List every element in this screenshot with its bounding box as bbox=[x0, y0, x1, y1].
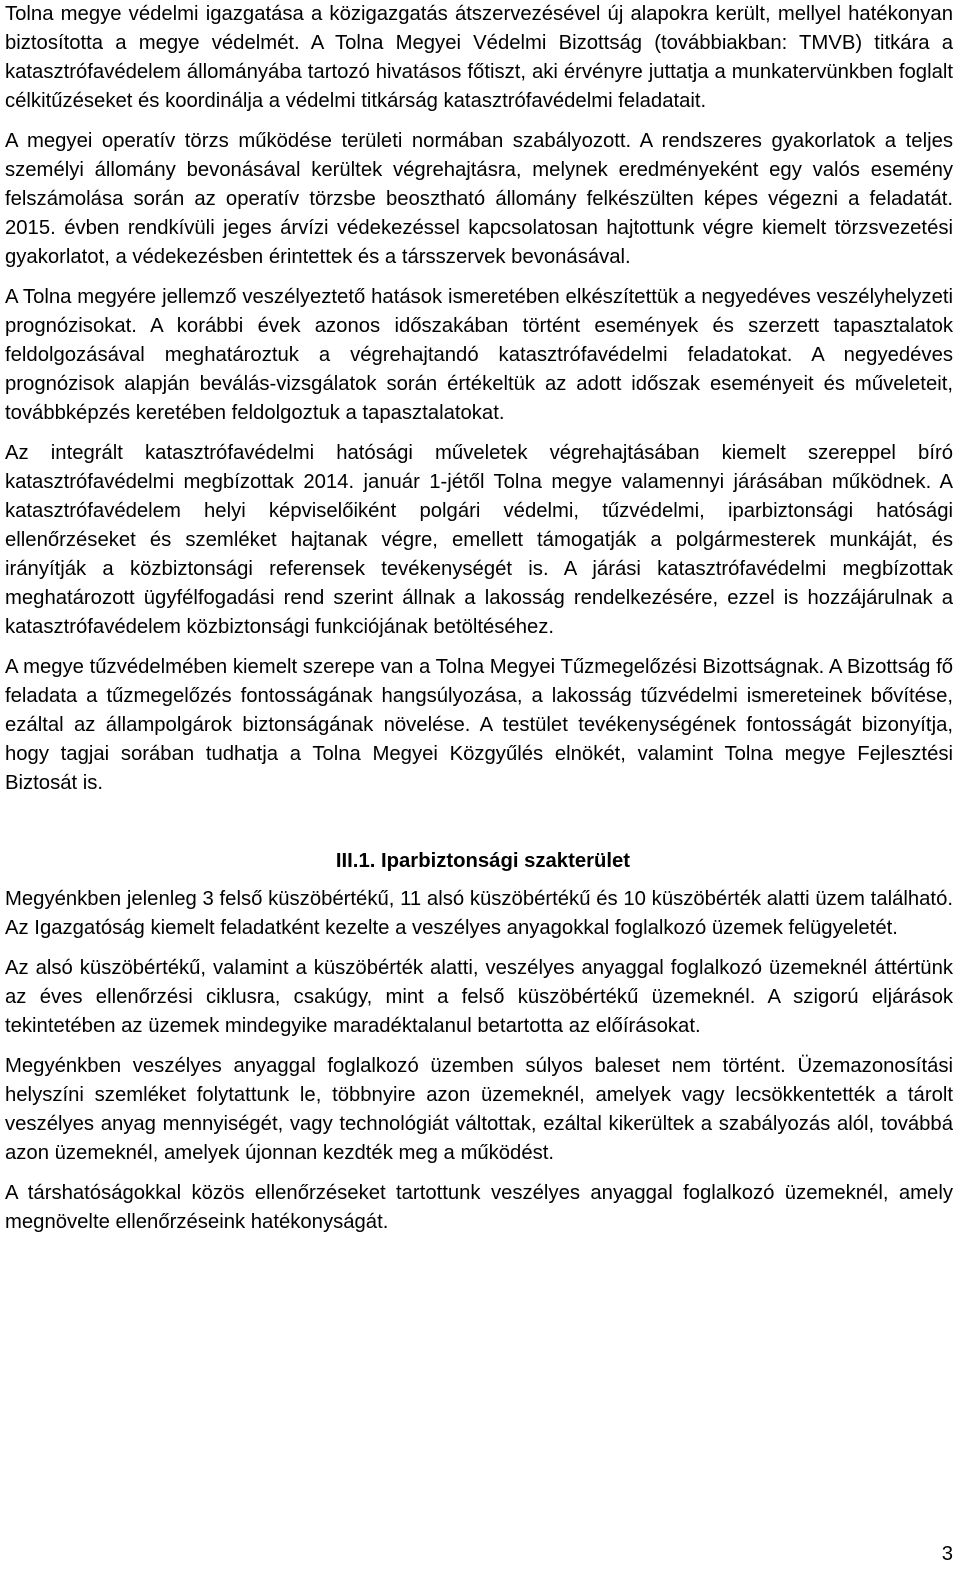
section-paragraph: Megyénkben veszélyes anyaggal foglalkozó üzemben súlyos baleset nem történt. Üzemazonosítási helyszíni szemléket folytattunk le, többnyire azon üzemeknél, amelyek vagy lecsökkentették a tárolt veszélyes anyag mennyiségét, vagy technológiát váltottak, ezáltal kikerültek a szabályozás alól, továbbá azon üzemeknél, amelyek újonnan kezdték meg a működést. bbox=[5, 1055, 953, 1164]
document-page bbox=[5, 0, 953, 1248]
body-paragraph: A Tolna megyére jellemző veszélyeztető hatások ismeretében elkészítettük a negyedéves veszélyhelyzeti prognózisokat. A korábbi évek azonos időszakában történt események és szerzett tapasztalatok feldolgozásával meghatároztuk a végrehajtandó katasztrófavédelmi feladatokat. A negyedéves prognózisok alapján beválás-vizsgálatok során értékeltük az adott időszak eseményeit és műveleteit, továbbképzés keretében feldolgoztuk a tapasztalatokat. bbox=[5, 286, 953, 424]
body-paragraph: Tolna megye védelmi igazgatása a közigazgatás átszervezésével új alapokra került, mellyel hatékonyan biztosította a megye védelmét. A Tolna Megyei Védelmi Bizottság (továbbiakban: TMVB) titkára a katasztrófavédelem állományába tartozó hivatásos főtiszt, aki érvényre juttatja a munkatervünkben foglalt célkitűzéseket és koordinálja a védelmi titkárság katasztrófavédelmi feladatait. bbox=[5, 3, 953, 112]
section-paragraph: A társhatóságokkal közös ellenőrzéseket tartottunk veszélyes anyaggal foglalkozó üzemeknél, amely megnövelte ellenőrzéseink hatékonyságát. bbox=[5, 1182, 953, 1233]
section-paragraph: Megyénkben jelenleg 3 felső küszöbértékű, 11 alsó küszöbértékű és 10 küszöbérték alatti üzem található. Az Igazgatóság kiemelt feladatként kezelte a veszélyes anyagokkal foglalkozó üzemek felügyeletét. bbox=[5, 888, 953, 939]
section-paragraph: Az alsó küszöbértékű, valamint a küszöbérték alatti, veszélyes anyaggal foglalkozó üzemeknél áttértünk az éves ellenőrzési ciklusra, csakúgy, mint a felső küszöbértékű üzemeknél. A szigorú eljárások tekintetében az üzemek mindegyike maradéktalanul betartotta az előírásokat. bbox=[5, 957, 953, 1037]
body-paragraph: Az integrált katasztrófavédelmi hatósági műveletek végrehajtásában kiemelt szereppel bíró katasztrófavédelmi megbízottak 2014. január 1-jétől Tolna megye valamennyi járásában működnek. A katasztrófavédelem helyi képviselőiként polgári védelmi, tűzvédelmi, iparbiztonsági hatósági ellenőrzéseket és szemléket hajtanak végre, emellett támogatják a polgármesterek munkáját, és irányítják a közbiztonsági referensek tevékenységét is. A járási katasztrófavédelmi megbízottak meghatározott ügyfélfogadási rend szerint állnak a lakosság rendelkezésére, ezzel is hozzájárulnak a katasztrófavédelem közbiztonsági funkciójának betöltéséhez. bbox=[5, 442, 953, 638]
body-paragraph: A megyei operatív törzs működése területi normában szabályozott. A rendszeres gyakorlatok a teljes személyi állomány bevonásával kerültek végrehajtásra, melynek eredményeként egy valós esemény felszámolása során az operatív törzsbe beosztható állomány felkészülten képes végezni a feladatát. 2015. évben rendkívüli jeges árvízi védekezéssel kapcsolatosan hajtottunk végre kiemelt törzsvezetési gyakorlatot, a védekezésben érintettek és a társszervek bevonásával. bbox=[5, 130, 953, 268]
section-heading: III.1. Iparbiztonsági szakterület bbox=[335, 850, 631, 872]
body-paragraph: A megye tűzvédelmében kiemelt szerepe van a Tolna Megyei Tűzmegelőzési Bizottságnak. A Bizottság fő feladata a tűzmegelőzés fontosságának hangsúlyozása, a lakosság tűzvédelmi ismereteinek bővítése, ezáltal az állampolgárok biztonságának növelése. A testület tevékenységének fontosságát bizonyítja, hogy tagjai sorában tudhatja a Tolna Megyei Közgyűlés elnökét, valamint Tolna megye Fejlesztési Biztosát is. bbox=[5, 656, 953, 794]
page-number: 3 bbox=[941, 1543, 953, 1565]
